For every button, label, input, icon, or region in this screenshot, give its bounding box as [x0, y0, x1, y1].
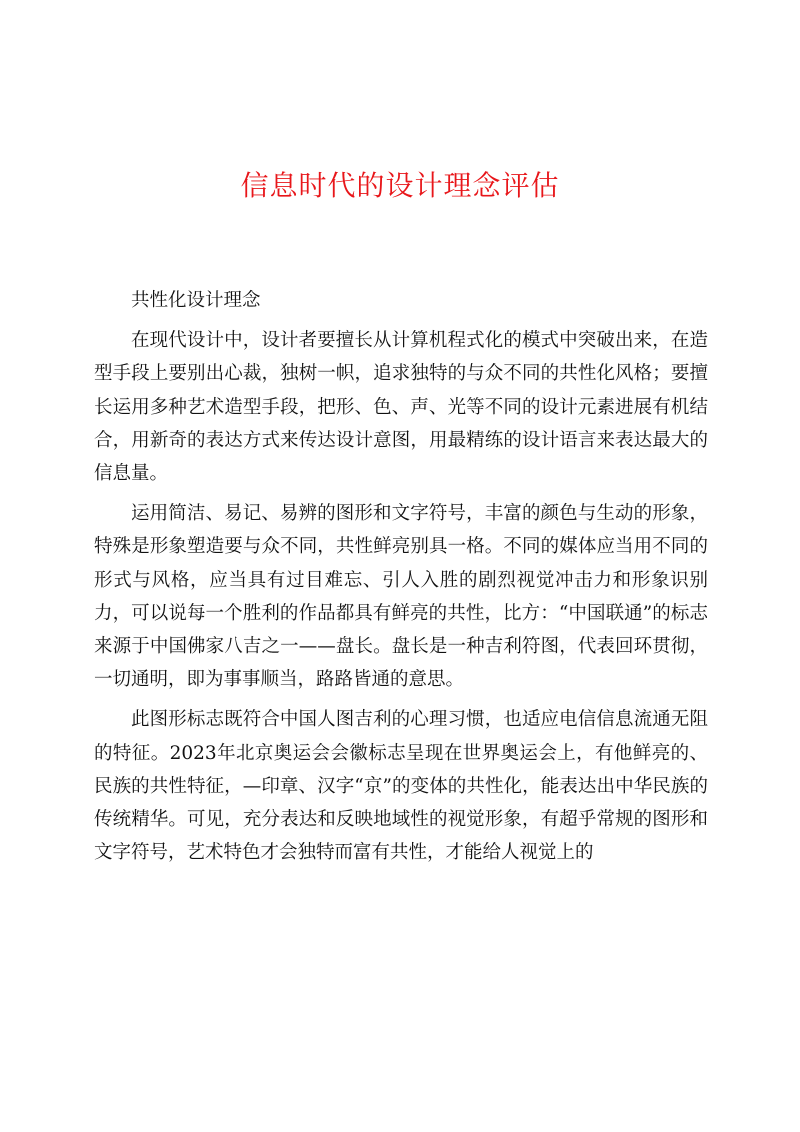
- paragraph: 在现代设计中，设计者要擅长从计算机程式化的模式中突破出来，在造型手段上要别出心裁，独树一帜，追求独特的与众不同的共性化风格；要擅长运用多种艺术造型手段，把形、色、声、光等不同的设计元素进展有机结合，用新奇的表达方式来传达设计意图，用最精练的设计语言来表达最大的信息量。: [94, 330, 708, 485]
- document-body: [94, 284, 708, 876]
- document-title: 信息时代的设计理念评估: [240, 169, 560, 202]
- section-heading: 共性化设计理念: [131, 290, 261, 311]
- paragraph: 此图形标志既符合中国人图吉利的心理习惯，也适应电信信息流通无阻的特征。2023年北京奥运会会徽标志呈现在世界奥运会上，有他鲜亮的、民族的共性特征，—印章、汉字“京”的变体的共性化，能表达出中华民族的传统精华。可见，充分表达和反映地域性的视觉形象，有超乎常规的图形和文字符号，艺术特色才会独特而富有共性，才能给人视觉上的: [94, 709, 708, 864]
- paragraph: 运用简洁、易记、易辨的图形和文字符号，丰富的颜色与生动的形象，特殊是形象塑造要与众不同，共性鲜亮别具一格。不同的媒体应当用不同的形式与风格，应当具有过目难忘、引人入胜的剧烈视觉冲击力和形象识别力，可以说每一个胜利的作品都具有鲜亮的共性，比方：“中国联通”的标志来源于中国佛家八吉之一——盘长。盘长是一种吉利符图，代表回环贯彻，一切通明，即为事事顺当，路路皆通的意思。: [94, 503, 708, 691]
